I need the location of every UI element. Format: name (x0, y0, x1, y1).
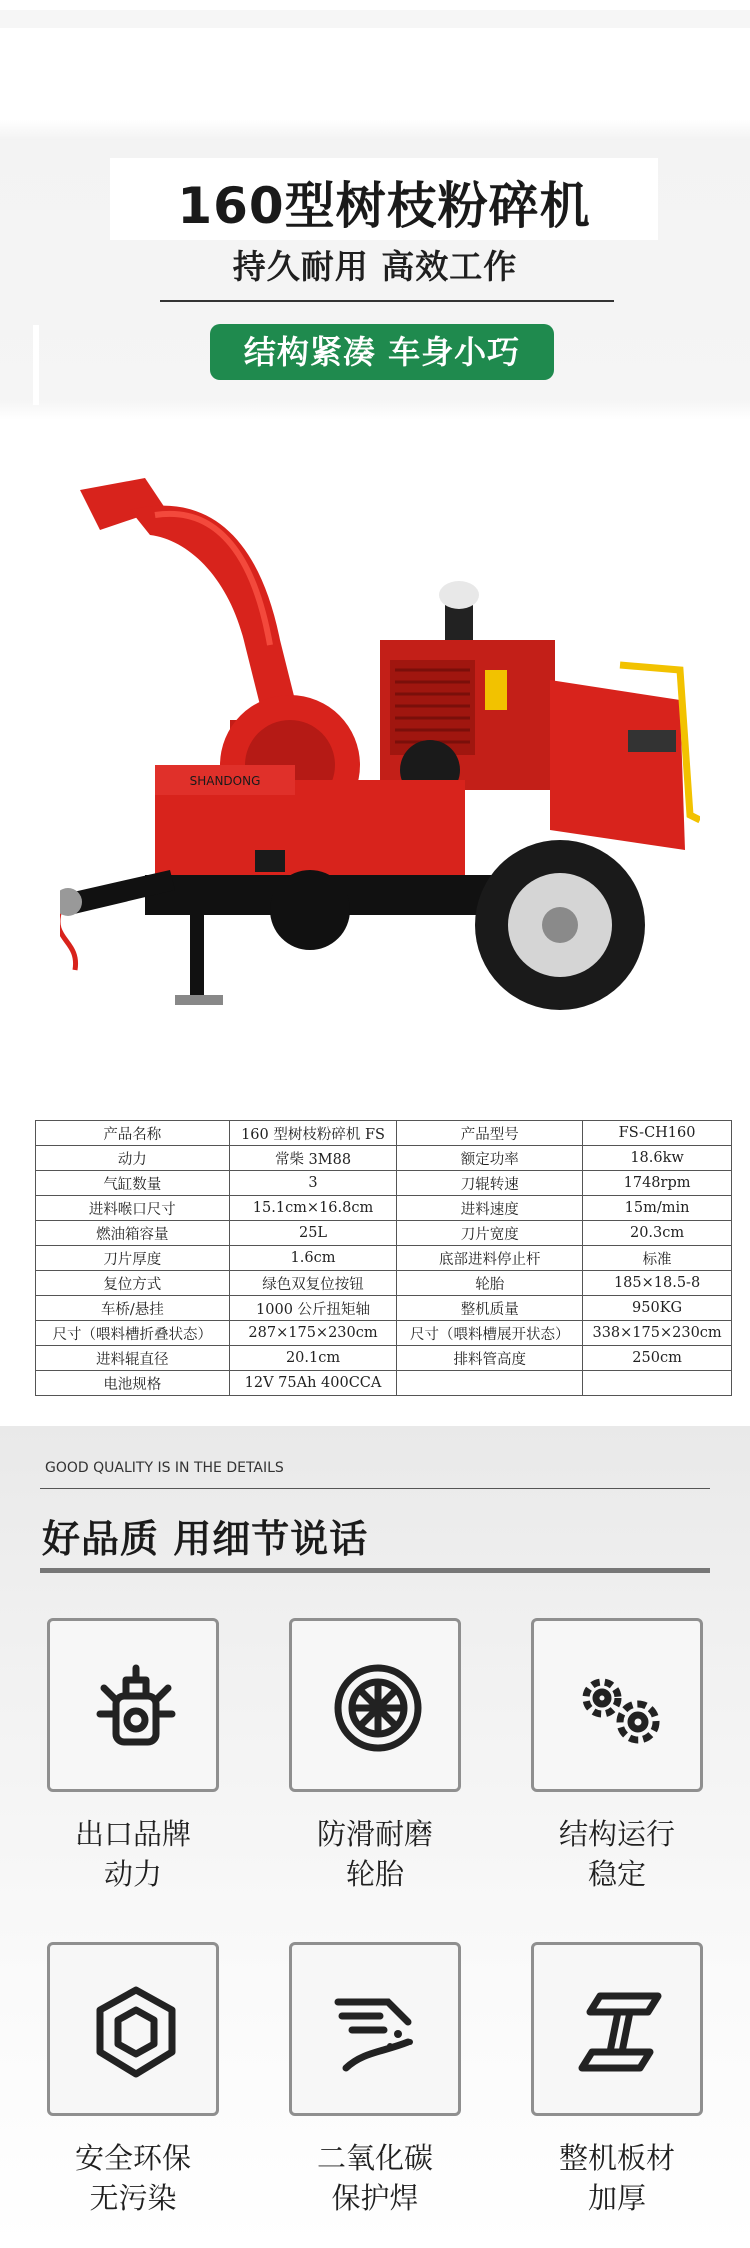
warning-label (485, 670, 507, 710)
table-row (36, 1146, 732, 1171)
brand-plate: SHANDONG (189, 774, 261, 788)
feature-label-line1: 防滑耐磨 (316, 1817, 433, 1851)
feature-icon-box (47, 1618, 219, 1792)
discharge-chute (130, 506, 300, 725)
spec-value-cell: 1.6cm (229, 1246, 397, 1271)
feed-hopper (550, 680, 685, 850)
spec-label-cell: 尺寸（喂料槽展开状态） (397, 1321, 583, 1346)
air-filter-cap (439, 581, 479, 609)
spec-value-cell: FS-CH160 (583, 1121, 732, 1146)
spec-label-cell: 排料管高度 (397, 1346, 583, 1371)
table-row (36, 1321, 732, 1346)
spec-label-cell: 复位方式 (36, 1271, 230, 1296)
feature-label-line1: 整机板材 (558, 2141, 675, 2175)
feature-label (275, 2138, 475, 2218)
spec-label-cell: 燃油箱容量 (36, 1221, 230, 1246)
grille-lines (395, 670, 470, 742)
feature-icon-box (531, 1618, 703, 1792)
wood-chipper-illustration (60, 470, 700, 1030)
spec-value-cell: 15m/min (583, 1196, 732, 1221)
spec-value-cell: 12V 75Ah 400CCA (229, 1371, 397, 1396)
gears-icon (570, 1658, 670, 1758)
spec-label-cell: 电池规格 (36, 1371, 230, 1396)
spec-value-cell: 160 型树枝粉碎机 FS (229, 1121, 397, 1146)
spec-value-cell: 950KG (583, 1296, 732, 1321)
feature-label-line2: 保护焊 (331, 2181, 419, 2215)
engine-icon (86, 1658, 186, 1758)
page-subtitle: 持久耐用 高效工作 (232, 247, 518, 286)
spec-table-body (36, 1121, 732, 1396)
wheel-hub (542, 907, 578, 943)
feature-label (517, 2138, 717, 2218)
table-row (36, 1346, 732, 1371)
title-divider (160, 300, 614, 302)
feature-icon-box (531, 1942, 703, 2116)
feature-label-line2: 轮胎 (345, 1857, 404, 1891)
spec-value-cell: 常柴 3M88 (229, 1146, 397, 1171)
jack-foot (175, 995, 223, 1005)
feature-badge: 结构紧凑 车身小巧 (210, 324, 554, 380)
details-divider (40, 1568, 710, 1573)
side-latch (255, 850, 285, 872)
details-title: 好品质 用细节说话 (42, 1517, 369, 1561)
spec-value-cell (583, 1371, 732, 1396)
hero-banner (0, 0, 750, 420)
table-row (36, 1121, 732, 1146)
table-row (36, 1271, 732, 1296)
spec-label-cell: 进料喉口尺寸 (36, 1196, 230, 1221)
feature-label-line1: 安全环保 (74, 2141, 191, 2175)
spec-value-cell: 15.1cm×16.8cm (229, 1196, 397, 1221)
feature-label (275, 1814, 475, 1894)
spec-value-cell: 18.6kw (583, 1146, 732, 1171)
spec-value-cell: 1000 公斤扭矩轴 (229, 1296, 397, 1321)
tire-icon (328, 1658, 428, 1758)
control-buttons (628, 730, 676, 752)
rear-tire (270, 870, 350, 950)
jack-stand (190, 890, 204, 1000)
spec-label-cell: 车桥/悬挂 (36, 1296, 230, 1321)
spec-value-cell: 20.3cm (583, 1221, 732, 1246)
spec-label-cell: 额定功率 (397, 1146, 583, 1171)
spec-label-cell: 底部进料停止杆 (397, 1246, 583, 1271)
spec-label-cell: 产品名称 (36, 1121, 230, 1146)
side-mark (33, 325, 39, 405)
shield-hexagon-icon (86, 1982, 186, 2082)
spec-label-cell: 刀片厚度 (36, 1246, 230, 1271)
spec-value-cell: 20.1cm (229, 1346, 397, 1371)
spec-value-cell: 3 (229, 1171, 397, 1196)
welding-icon (328, 1982, 428, 2082)
feature-label-line2: 无污染 (89, 2181, 177, 2215)
table-row (36, 1171, 732, 1196)
spec-value-cell: 287×175×230cm (229, 1321, 397, 1346)
spec-label-cell: 气缸数量 (36, 1171, 230, 1196)
spec-value-cell: 标准 (583, 1246, 732, 1271)
feature-label-line1: 二氧化碳 (316, 2141, 433, 2175)
spec-label-cell: 刀片宽度 (397, 1221, 583, 1246)
eyebrow-divider (40, 1488, 710, 1489)
table-row (36, 1221, 732, 1246)
feature-label-line1: 出口品牌 (74, 1817, 191, 1851)
page-title: 160型树枝粉碎机 (177, 177, 591, 235)
feature-icon-box (289, 1942, 461, 2116)
feature-icon-box (47, 1942, 219, 2116)
spec-label-cell: 轮胎 (397, 1271, 583, 1296)
spec-label-cell (397, 1371, 583, 1396)
feature-label-line2: 稳定 (587, 1857, 646, 1891)
table-row (36, 1371, 732, 1396)
feature-label-line2: 动力 (103, 1857, 162, 1891)
feature-icon-box (289, 1618, 461, 1792)
spec-label-cell: 进料辊直径 (36, 1346, 230, 1371)
spec-value-cell: 绿色双复位按钮 (229, 1271, 397, 1296)
i-beam-icon (570, 1982, 670, 2082)
table-row (36, 1246, 732, 1271)
spec-label-cell: 尺寸（喂料槽折叠状态） (36, 1321, 230, 1346)
top-strip (0, 10, 750, 28)
spec-value-cell: 185×18.5-8 (583, 1271, 732, 1296)
title-box (110, 158, 658, 240)
feature-label-line1: 结构运行 (558, 1817, 675, 1851)
spec-value-cell: 25L (229, 1221, 397, 1246)
spec-label-cell: 动力 (36, 1146, 230, 1171)
details-section (0, 1426, 750, 2248)
spec-table (35, 1120, 732, 1396)
spec-value-cell: 250cm (583, 1346, 732, 1371)
feature-label-line2: 加厚 (587, 2181, 646, 2215)
table-row (36, 1296, 732, 1321)
spec-label-cell: 进料速度 (397, 1196, 583, 1221)
safety-chain (60, 910, 76, 970)
feature-label (33, 2138, 233, 2218)
wood-chipper-image (60, 470, 700, 1030)
details-eyebrow: GOOD QUALITY IS IN THE DETAILS (45, 1460, 284, 1476)
feature-label (517, 1814, 717, 1894)
spec-value-cell: 338×175×230cm (583, 1321, 732, 1346)
spec-label-cell: 产品型号 (397, 1121, 583, 1146)
spec-label-cell: 刀辊转速 (397, 1171, 583, 1196)
spec-label-cell: 整机质量 (397, 1296, 583, 1321)
table-row (36, 1196, 732, 1221)
feature-label (33, 1814, 233, 1894)
spec-value-cell: 1748rpm (583, 1171, 732, 1196)
